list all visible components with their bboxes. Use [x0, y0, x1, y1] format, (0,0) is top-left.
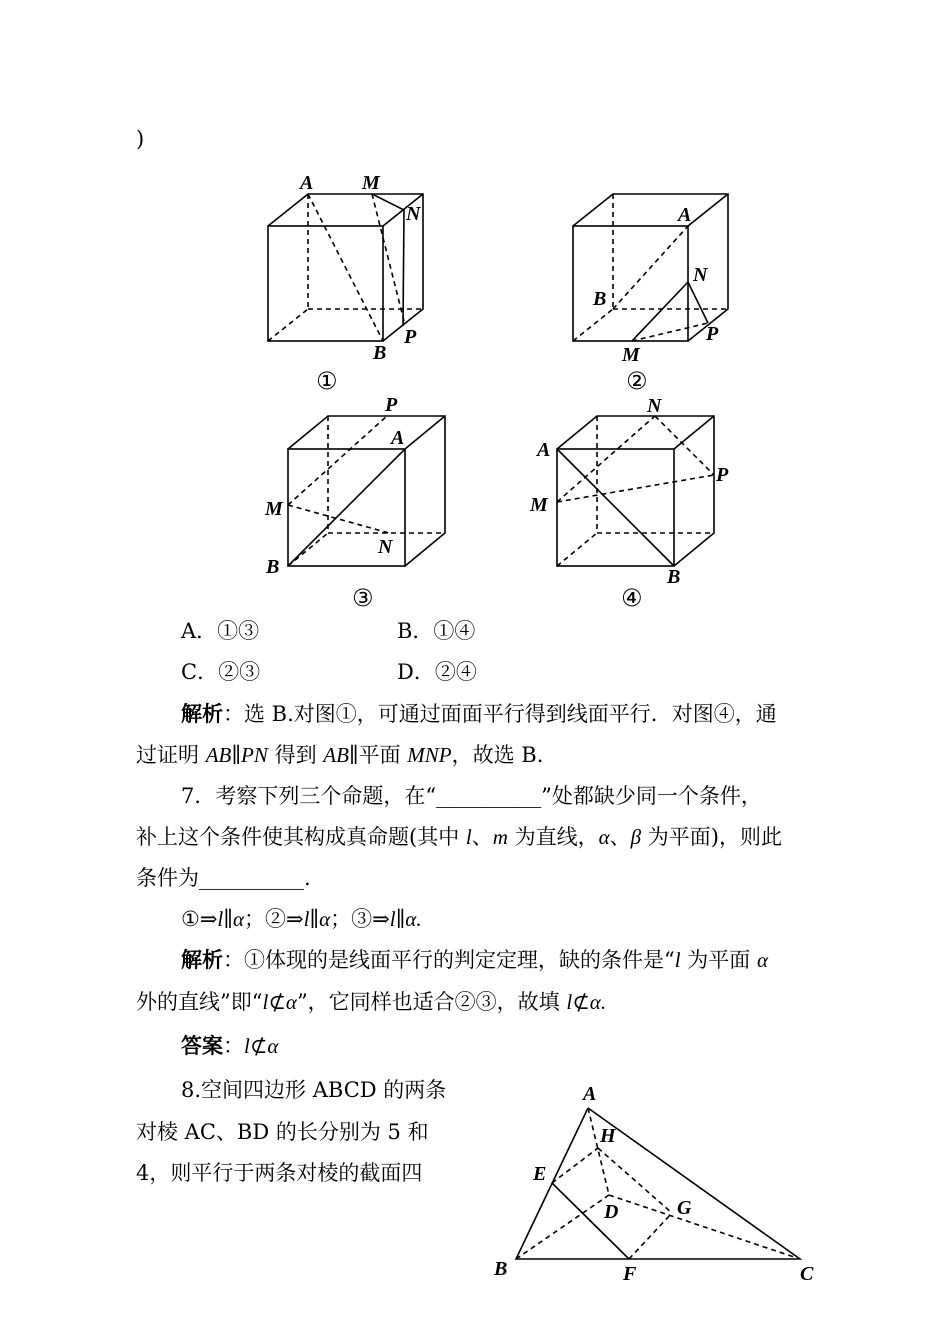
f3-label-P: P: [385, 394, 398, 416]
q7-line2: 补上这个条件使其构成真命题(其中 l、m 为直线，α、β 为平面)，则此: [136, 825, 782, 849]
q7-answer: 答案：l⊄α: [181, 1034, 279, 1058]
f4-number: ④: [621, 584, 643, 612]
f4-label-M: M: [530, 494, 548, 516]
cube-figure-3: [288, 416, 445, 566]
f3-label-N: N: [378, 536, 393, 558]
option-d: D．②④: [397, 660, 477, 684]
f4-label-B: B: [667, 566, 681, 588]
q7-solution-line2: 外的直线”即“l⊄α”，它同样也适合②③，故填 l⊄α.: [136, 990, 607, 1014]
f3-label-B: B: [266, 556, 280, 578]
q8-line3: 4，则平行于两条对棱的截面四: [136, 1161, 423, 1185]
f4-label-N: N: [647, 395, 662, 417]
tri-label-E: E: [533, 1163, 547, 1185]
f2-label-B: B: [593, 288, 607, 310]
q7-line1: 7．考察下列三个命题，在“__________”处都缺少同一个条件，: [181, 784, 762, 808]
f1-label-B: B: [373, 342, 387, 364]
cube-figure-4: [557, 416, 714, 566]
f3-number: ③: [352, 584, 374, 612]
top-paren: ): [136, 127, 145, 151]
f3-label-M: M: [265, 498, 283, 520]
cube-figure-1: [268, 194, 423, 341]
f3-label-A: A: [391, 427, 405, 449]
tri-label-B: B: [494, 1258, 508, 1280]
f1-number: ①: [316, 367, 338, 395]
tri-label-F: F: [623, 1263, 637, 1285]
q7-solution-line1: 解析：①体现的是线面平行的判定定理，缺的条件是“l 为平面 α: [181, 948, 768, 972]
f4-label-A: A: [537, 439, 551, 461]
f2-label-M: M: [622, 344, 640, 366]
f4-label-P: P: [716, 464, 729, 486]
tri-label-C: C: [800, 1263, 814, 1285]
tri-label-D: D: [604, 1201, 619, 1223]
tri-label-H: H: [600, 1125, 616, 1147]
q6-solution-line1: 解析：选 B.对图①，可通过面面平行得到线面平行．对图④，通: [181, 702, 777, 726]
f2-number: ②: [626, 367, 648, 395]
f1-label-P: P: [404, 326, 417, 348]
q7-line3: 条件为__________.: [136, 866, 311, 890]
q8-line2: 对棱 AC、BD 的长分别为 5 和: [136, 1120, 429, 1144]
tetrahedron-figure: [516, 1108, 800, 1259]
f1-label-N: N: [406, 203, 421, 225]
q7-answer-label: 答案: [181, 1034, 223, 1058]
f2-label-P: P: [706, 323, 719, 345]
tri-label-A: A: [583, 1083, 597, 1105]
q7-line4: ①⇒l∥α；②⇒l∥α；③⇒l∥α.: [181, 907, 422, 931]
f2-label-N: N: [693, 264, 708, 286]
option-a: A．①③: [181, 619, 260, 643]
f1-label-A: A: [300, 172, 314, 194]
option-b: B．①④: [397, 619, 476, 643]
q6-solution-label: 解析: [181, 702, 223, 726]
tri-label-G: G: [677, 1197, 692, 1219]
option-c: C．②③: [181, 660, 261, 684]
f1-label-M: M: [362, 172, 380, 194]
q7-solution-label: 解析: [181, 948, 223, 972]
q6-solution-line2: 过证明 AB∥PN 得到 AB∥平面 MNP，故选 B.: [136, 743, 544, 767]
q8-line1: 8.空间四边形 ABCD 的两条: [181, 1078, 447, 1102]
f2-label-A: A: [678, 204, 692, 226]
